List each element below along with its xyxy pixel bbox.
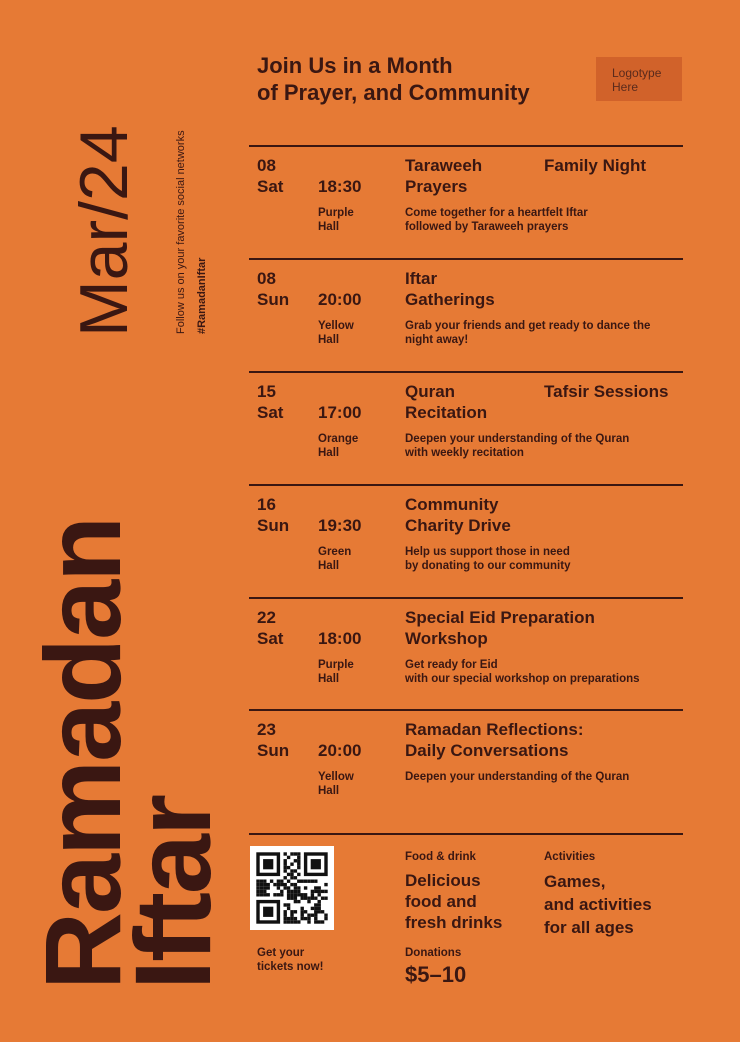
event-description — [405, 659, 680, 686]
event-tag: Tafsir Sessions — [544, 382, 669, 401]
event-day: 08 — [257, 269, 276, 288]
event-weekday: Sat — [257, 403, 284, 422]
event-title-line: Daily Conversations — [405, 741, 569, 760]
food-block — [405, 850, 540, 933]
event-description — [405, 320, 680, 347]
food-label: Food & drink — [405, 851, 476, 863]
event-title — [405, 607, 645, 649]
event-description-line: with weekly recitation — [405, 446, 524, 459]
event-title-line: Special Eid Preparation — [405, 608, 595, 627]
event-weekday: Sun — [257, 516, 290, 535]
event-time: 17:00 — [318, 403, 362, 422]
event-date — [257, 155, 283, 197]
event-date — [257, 719, 289, 761]
event-hall-line: Hall — [318, 672, 340, 685]
event-hall — [318, 546, 388, 573]
event-hall — [318, 771, 388, 798]
qr-code-icon — [250, 846, 334, 930]
donations-block — [405, 946, 540, 988]
event-hall — [318, 320, 388, 347]
event-day: 08 — [257, 156, 276, 175]
event-row — [249, 709, 683, 822]
event-title-iftar: Iftar — [112, 795, 233, 990]
logo-text: Logotype — [612, 66, 662, 80]
event-description-line: Grab your friends and get ready to dance the — [405, 320, 651, 332]
event-hall-line: Hall — [318, 220, 340, 233]
event-title — [405, 268, 645, 310]
event-row — [249, 258, 683, 371]
event-weekday: Sun — [257, 290, 290, 309]
event-title-line: Ramadan Reflections: — [405, 720, 584, 739]
event-date — [257, 494, 289, 536]
event-hall-line: Purple — [318, 207, 354, 219]
event-description-line: Deepen your understanding of the Quran — [405, 433, 630, 445]
event-hall — [318, 433, 388, 460]
event-hall — [318, 207, 388, 234]
event-description — [405, 771, 680, 785]
event-description-line: Help us support those in need — [405, 546, 570, 558]
event-tag: Family Night — [544, 156, 647, 175]
tickets-text — [257, 946, 347, 974]
tickets-line: tickets now! — [257, 961, 324, 973]
event-hall-line: Green — [318, 546, 352, 558]
tickets-line: Get your — [257, 947, 305, 959]
event-row — [249, 484, 683, 597]
event-hall-line: Yellow — [318, 771, 354, 783]
event-day: 15 — [257, 382, 276, 401]
headline — [257, 52, 587, 106]
event-time: 18:00 — [318, 629, 362, 648]
food-text — [405, 870, 540, 933]
activities-label: Activities — [544, 851, 596, 863]
event-description-line: followed by Taraweeh prayers — [405, 220, 569, 233]
food-line: food and — [405, 892, 477, 911]
qr-code[interactable] — [250, 846, 334, 930]
event-hall-line: Yellow — [318, 320, 354, 332]
event-title-ramadan: Ramadan — [22, 517, 143, 990]
event-title-line: Workshop — [405, 629, 488, 648]
logo-text: Here — [612, 80, 639, 94]
hashtag: #RamadanIftar — [196, 257, 208, 334]
event-hall-line: Hall — [318, 784, 340, 797]
event-hall-line: Orange — [318, 433, 359, 445]
event-description-line: with our special workshop on preparations — [405, 672, 640, 685]
event-title-line: Recitation — [405, 403, 488, 422]
event-weekday: Sat — [257, 177, 284, 196]
activities-line: for all ages — [544, 918, 634, 937]
event-time: 19:30 — [318, 516, 362, 535]
event-time: 20:00 — [318, 290, 362, 309]
event-description-line: Come together for a heartfelt Iftar — [405, 207, 588, 219]
event-title-line: Quran — [405, 382, 456, 401]
event-date — [257, 381, 283, 423]
event-hall-line: Hall — [318, 446, 340, 459]
event-day: 23 — [257, 720, 276, 739]
social-text: Follow us on your favorite social networks — [175, 130, 187, 334]
event-hall-line: Purple — [318, 659, 354, 671]
food-line: Delicious — [405, 871, 481, 890]
event-title-line: Iftar — [405, 269, 438, 288]
event-description — [405, 433, 680, 460]
logo-placeholder — [596, 57, 682, 101]
event-hall — [318, 659, 388, 686]
event-day: 16 — [257, 495, 276, 514]
event-day: 22 — [257, 608, 276, 627]
activities-line: Games, — [544, 872, 606, 891]
donations-value: $5–10 — [405, 962, 467, 987]
event-description-line: night away! — [405, 333, 469, 346]
event-title-line: Prayers — [405, 177, 468, 196]
event-weekday: Sun — [257, 741, 290, 760]
event-description-line: by donating to our community — [405, 559, 571, 572]
event-description — [405, 546, 680, 573]
event-title-line: Gatherings — [405, 290, 495, 309]
event-hall-line: Hall — [318, 333, 340, 346]
activities-text — [544, 870, 684, 939]
event-description — [405, 207, 680, 234]
event-time: 20:00 — [318, 741, 362, 760]
event-date — [257, 607, 283, 649]
event-title-line: Taraweeh — [405, 156, 483, 175]
activities-line: and activities — [544, 895, 652, 914]
event-title — [405, 719, 645, 761]
event-hall-line: Hall — [318, 559, 340, 572]
event-row — [249, 371, 683, 484]
divider — [249, 833, 683, 835]
event-description-line: Deepen your understanding of the Quran — [405, 771, 630, 783]
donations-label: Donations — [405, 947, 462, 959]
event-title — [405, 494, 645, 536]
event-row — [249, 597, 683, 710]
event-row — [249, 145, 683, 258]
event-title-line: Community — [405, 495, 499, 514]
food-line: fresh drinks — [405, 913, 503, 932]
activities-block — [544, 850, 684, 939]
event-date — [257, 268, 289, 310]
event-time: 18:30 — [318, 177, 362, 196]
event-title-line: Charity Drive — [405, 516, 511, 535]
event-description-line: Get ready for Eid — [405, 659, 498, 671]
headline-line: of Prayer, and Community — [257, 80, 530, 105]
event-weekday: Sat — [257, 629, 284, 648]
headline-line: Join Us in a Month — [257, 53, 453, 78]
event-month: Mar/24 — [66, 125, 142, 337]
